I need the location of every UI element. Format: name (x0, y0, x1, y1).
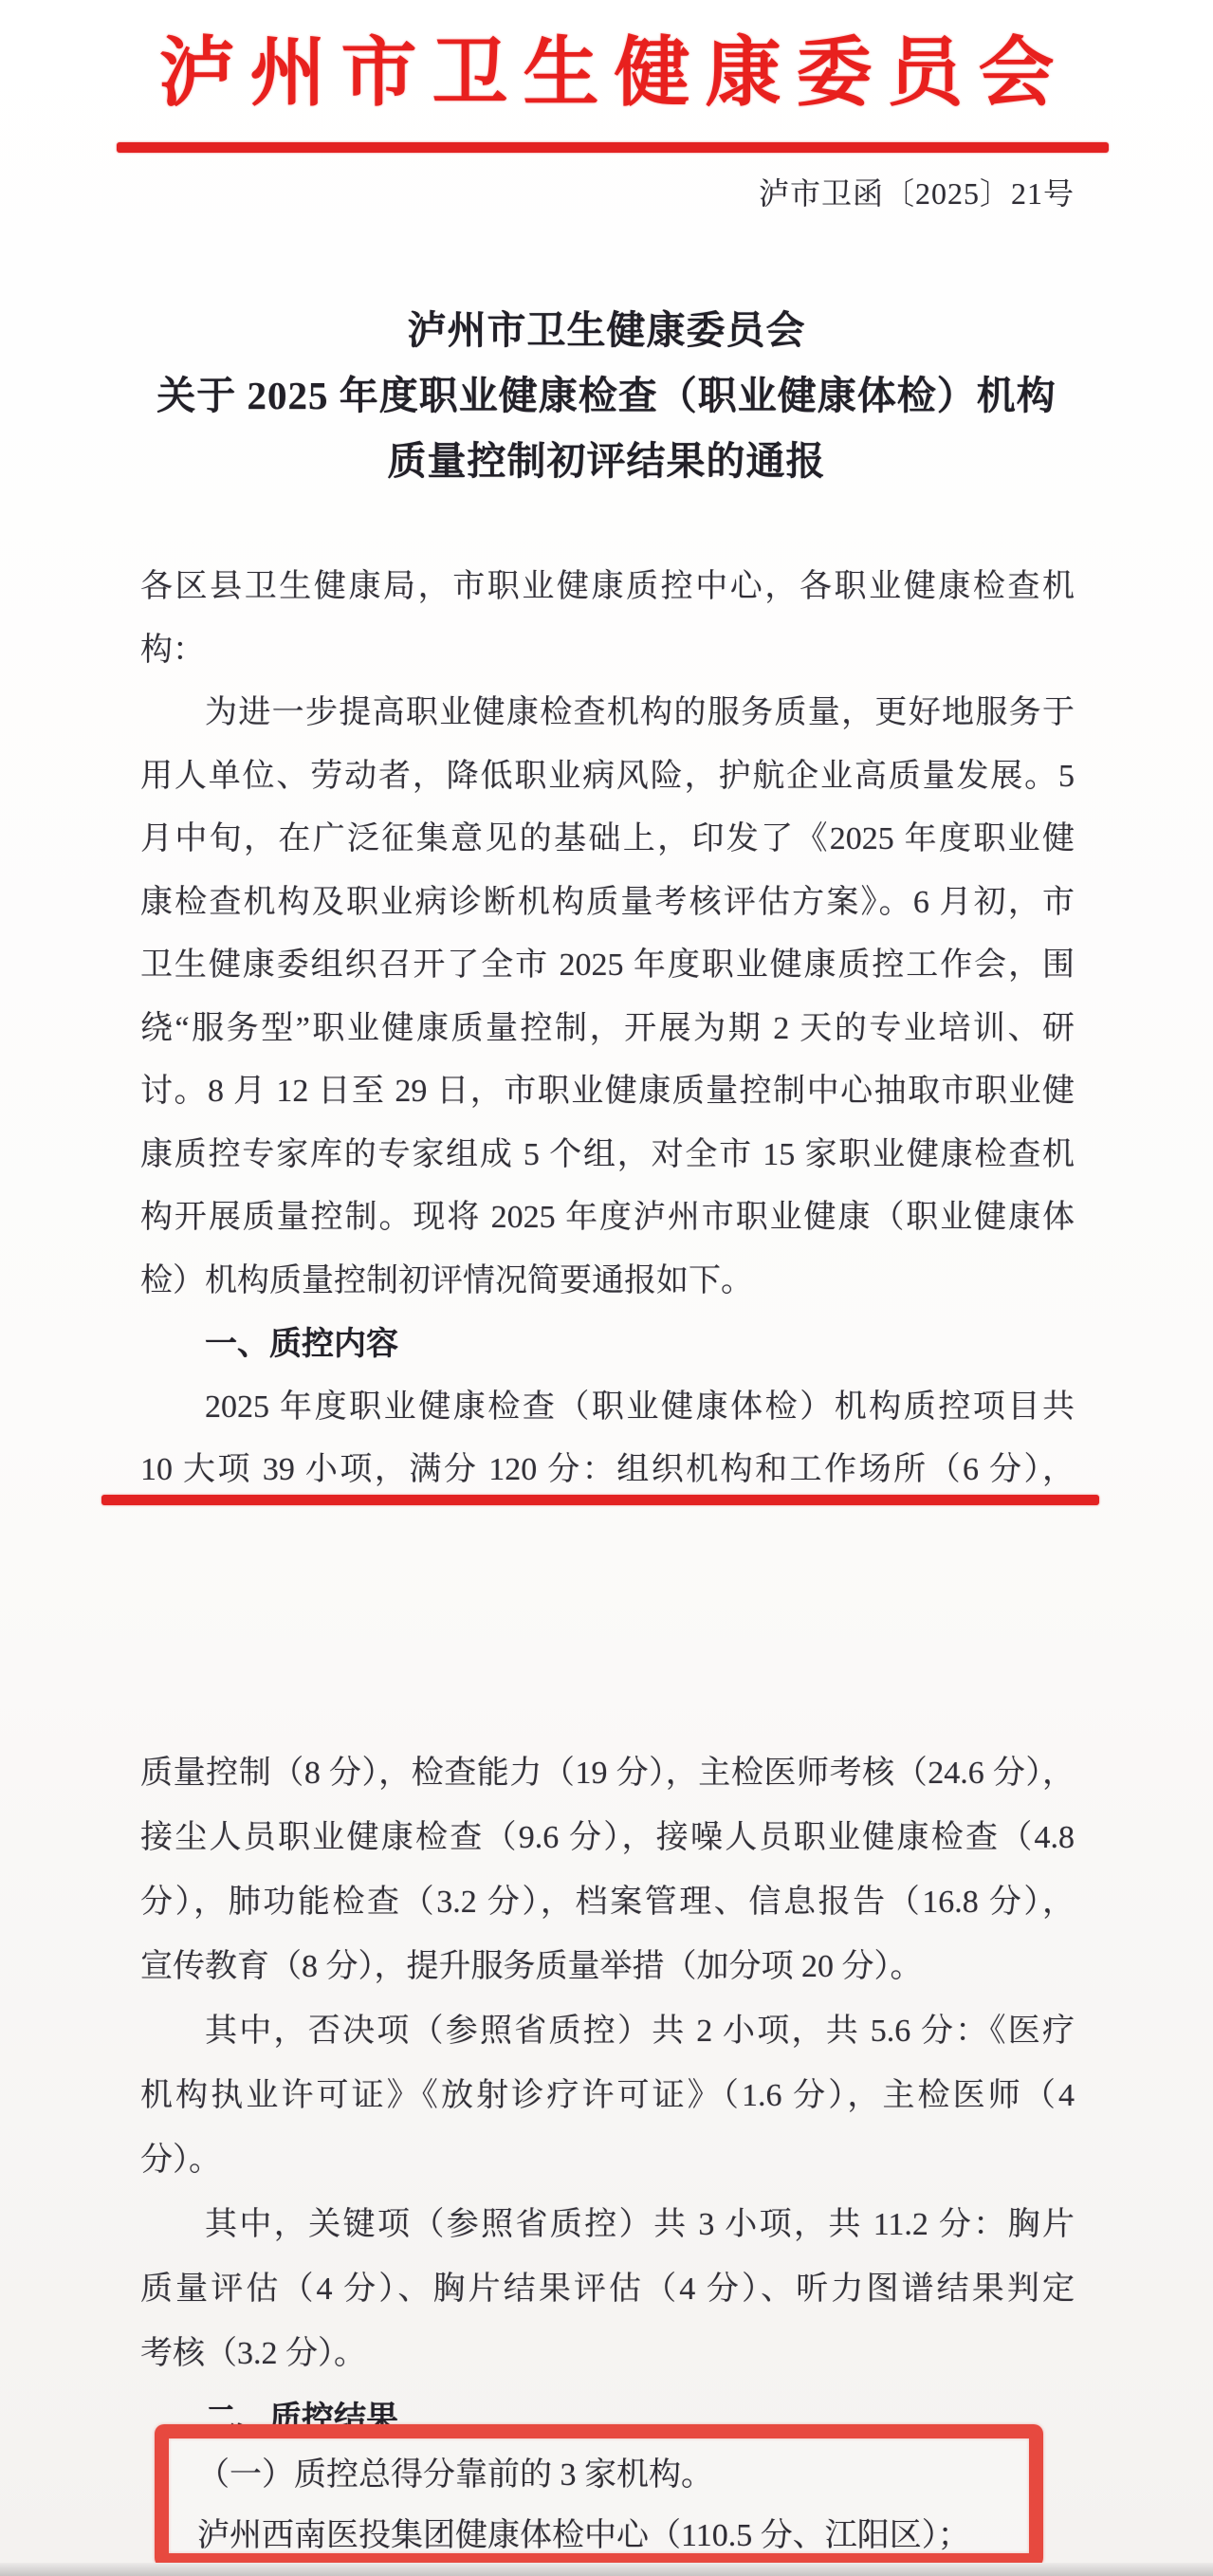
body-line: 质量控制（8 分），检查能力（19 分），主检医师考核（24.6 分）， (140, 1756, 1075, 1791)
body-line: 其中，关键项（参照省质控）共 3 小项，共 11.2 分：胸片 (205, 2207, 1075, 2242)
body-line: 一、质控内容 (205, 1326, 398, 1362)
letterhead-red-rule (117, 142, 1109, 153)
body-line: 康检查机构及职业病诊断机构质量考核评估方案》。6 月初，市 (140, 884, 1075, 920)
body-line: 绕“服务型”职业健康质量控制，开展为期 2 天的专业培训、研 (140, 1010, 1075, 1046)
body-line: 月中旬，在广泛征集意见的基础上，印发了《2025 年度职业健 (140, 821, 1075, 856)
body-line: 分）。 (140, 2143, 221, 2178)
body-line: 2025 年度职业健康检查（职业健康体检）机构质控项目共 (205, 1389, 1075, 1425)
body-line: 宣传教育（8 分），提升服务质量举措（加分项 20 分）。 (140, 1949, 923, 1984)
body-page-1 (140, 556, 1075, 1502)
letterhead-org-title: 泸州市卫生健康委员会 (158, 32, 1070, 116)
highlight-annotation-box (155, 2424, 1043, 2567)
body-line: 讨。8 月 12 日至 29 日，市职业健康质量控制中心抽取市职业健 (140, 1074, 1075, 1109)
highlight-box-line: （一）质控总得分靠前的 3 家机构。 (197, 2457, 713, 2493)
body-page-2 (140, 1741, 1075, 2451)
body-line: 质量评估（4 分）、胸片结果评估（4 分）、听力图谱结果判定 (140, 2272, 1075, 2307)
body-line: 接尘人员职业健康检查（9.6 分），接噪人员职业健康检查（4.8 (140, 1820, 1075, 1855)
body-line: 二、质控结果 (205, 2401, 398, 2437)
body-line: 分），肺功能检查（3.2 分），档案管理、信息报告（16.8 分）， (140, 1885, 1075, 1920)
page-separator-red-rule (101, 1495, 1099, 1505)
body-line: 为进一步提高职业健康检查机构的服务质量，更好地服务于 (205, 695, 1075, 730)
body-line: 构开展质量控制。现将 2025 年度泸州市职业健康（职业健康体 (140, 1200, 1075, 1235)
body-line: 机构执业许可证》《放射诊疗许可证》（1.6 分），主检医师（4 (140, 2078, 1075, 2113)
document-title-line: 关于 2025 年度职业健康检查（职业健康体检）机构 (156, 374, 1057, 417)
document-title (0, 298, 1213, 494)
document-number: 泸市卫函〔2025〕21号 (758, 176, 1075, 211)
body-line: 康质控专家库的专家组成 5 个组，对全市 15 家职业健康检查机 (140, 1136, 1075, 1172)
body-line: 检）机构质量控制初评情况简要通报如下。 (140, 1262, 753, 1298)
body-line: 其中，否决项（参照省质控）共 2 小项，共 5.6 分：《医疗 (205, 2014, 1075, 2049)
body-line: 卫生健康委组织召开了全市 2025 年度职业健康质控工作会，围 (140, 948, 1075, 983)
body-line: 各区县卫生健康局，市职业健康质控中心，各职业健康检查机构： (140, 569, 1075, 668)
scan-edge-strip (0, 2563, 1213, 2576)
body-line: 用人单位、劳动者，降低职业病风险，护航企业高质量发展。5 (140, 758, 1075, 794)
document-title-line: 泸州市卫生健康委员会 (407, 308, 806, 352)
body-line: 10 大项 39 小项，满分 120 分：组织机构和工作场所（6 分）， (140, 1452, 1075, 1487)
highlight-box-line: 泸州西南医投集团健康体检中心（110.5 分、江阳区）； (197, 2518, 970, 2553)
document-title-line: 质量控制初评结果的通报 (387, 439, 826, 483)
body-line: 考核（3.2 分）。 (140, 2336, 366, 2371)
